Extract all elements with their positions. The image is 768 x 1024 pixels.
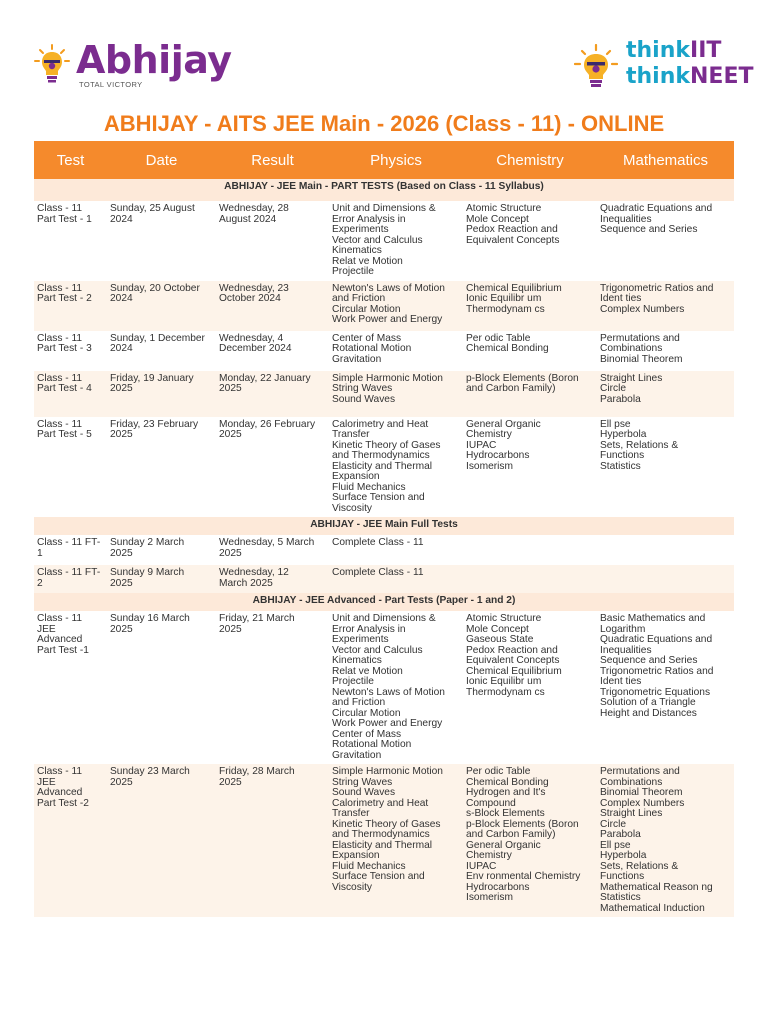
thinkiit-wordmark: thinkIIT — [626, 38, 722, 63]
cell-test: Class - 11 Part Test - 3 — [34, 331, 107, 371]
cell-test: Class - 11 Part Test - 1 — [34, 201, 107, 281]
table-row — [34, 535, 734, 565]
cell-mathematics: Straight Lines Circle Parabola — [597, 371, 734, 417]
cell-chemistry: p-Block Elements (Boron and Carbon Family) — [463, 371, 597, 417]
think-logo — [574, 38, 754, 96]
cell-date: Sunday 2 March 2025 — [107, 535, 216, 565]
table-row — [34, 331, 734, 371]
cell-result: Monday, 26 February 2025 — [216, 417, 329, 518]
cell-test: Class - 11 JEE Advanced Part Test -1 — [34, 611, 107, 764]
cell-mathematics: Quadratic Equations and Inequalities Sequence and Series — [597, 201, 734, 281]
table-row — [34, 417, 734, 518]
section-header-row — [34, 517, 734, 535]
cell-mathematics — [597, 565, 734, 593]
cell-test: Class - 11 Part Test - 4 — [34, 371, 107, 417]
table-row — [34, 565, 734, 593]
cell-physics: Complete Class - 11 — [329, 535, 463, 565]
cell-chemistry: Per odic Table Chemical Bonding — [463, 331, 597, 371]
thinkneet-wordmark: thinkNEET — [626, 64, 754, 89]
page-title: ABHIJAY - AITS JEE Main - 2026 (Class - 11) - ONLINE — [103, 111, 665, 136]
header-physics: Physics — [329, 141, 463, 179]
abhijay-wordmark: Abhijay — [76, 38, 232, 82]
cell-date: Sunday, 1 December 2024 — [107, 331, 216, 371]
schedule-table — [34, 141, 734, 917]
cell-chemistry — [463, 535, 597, 565]
cell-test: Class - 11 JEE Advanced Part Test -2 — [34, 764, 107, 917]
cell-physics: Center of Mass Rotational Motion Gravitation — [329, 331, 463, 371]
header-date: Date — [107, 141, 216, 179]
table-header-row — [34, 141, 734, 179]
cell-date: Sunday 23 March 2025 — [107, 764, 216, 917]
cell-date: Friday, 19 January 2025 — [107, 371, 216, 417]
cell-physics: Unit and Dimensions & Error Analysis in Experiments Vector and Calculus Kinematics Relat ve Motion Projectile Newton's Laws of Motion and Friction Circular Motion Work Power and Energy Center of Mass Rotational Motion Gravitation — [329, 611, 463, 764]
cell-mathematics: Permutations and Combinations Binomial Theorem Complex Numbers Straight Lines Circle Parabola Ell pse Hyperbola Sets, Relations & Functions Mathematical Reason ng Statistics Mathematical Induction — [597, 764, 734, 917]
cell-chemistry: Chemical Equilibrium Ionic Equilibr um Thermodynam cs — [463, 281, 597, 331]
section-title: ABHIJAY - JEE Main Full Tests — [34, 517, 734, 535]
cell-date: Sunday, 20 October 2024 — [107, 281, 216, 331]
table-row — [34, 371, 734, 417]
table-row — [34, 611, 734, 764]
cell-test: Class - 11 FT- 1 — [34, 535, 107, 565]
cell-physics: Newton's Laws of Motion and Friction Circular Motion Work Power and Energy — [329, 281, 463, 331]
section-title: ABHIJAY - JEE Main - PART TESTS (Based on Class - 11 Syllabus) — [34, 179, 734, 201]
cell-date: Sunday, 25 August 2024 — [107, 201, 216, 281]
cell-mathematics — [597, 535, 734, 565]
lightbulb-icon — [34, 44, 70, 84]
cell-test: Class - 11 Part Test - 2 — [34, 281, 107, 331]
section-title: ABHIJAY - JEE Advanced - Part Tests (Paper - 1 and 2) — [34, 593, 734, 611]
cell-chemistry: General Organic Chemistry IUPAC Hydrocarbons Isomerism — [463, 417, 597, 518]
cell-date: Sunday 9 March 2025 — [107, 565, 216, 593]
cell-result: Friday, 28 March 2025 — [216, 764, 329, 917]
header-result: Result — [216, 141, 329, 179]
cell-physics: Calorimetry and Heat Transfer Kinetic Theory of Gases and Thermodynamics Elasticity and Thermal Expansion Fluid Mechanics Surface Tension and Viscosity — [329, 417, 463, 518]
cell-mathematics: Ell pse Hyperbola Sets, Relations & Functions Statistics — [597, 417, 734, 518]
cell-chemistry: Per odic Table Chemical Bonding Hydrogen and It's Compound s-Block Elements p-Block Elements (Boron and Carbon Family) General Organic Chemistry IUPAC Env ronmental Chemistry Hydrocarbons Isomerism — [463, 764, 597, 917]
cell-physics: Unit and Dimensions & Error Analysis in Experiments Vector and Calculus Kinematics Relat ve Motion Projectile — [329, 201, 463, 281]
cell-result: Wednesday, 12 March 2025 — [216, 565, 329, 593]
cell-chemistry: Atomic Structure Mole Concept Pedox Reaction and Equivalent Concepts — [463, 201, 597, 281]
cell-test: Class - 11 Part Test - 5 — [34, 417, 107, 518]
table-row — [34, 201, 734, 281]
cell-result: Wednesday, 4 December 2024 — [216, 331, 329, 371]
table-body — [34, 179, 734, 917]
cell-result: Wednesday, 28 August 2024 — [216, 201, 329, 281]
cell-chemistry: Atomic Structure Mole Concept Gaseous State Pedox Reaction and Equivalent Concepts Chemical Equilibrium Ionic Equilibr um Thermodynam cs — [463, 611, 597, 764]
cell-physics: Simple Harmonic Motion String Waves Sound Waves Calorimetry and Heat Transfer Kinetic Theory of Gases and Thermodynamics Elasticity and Thermal Expansion Fluid Mechanics Surface Tension and Viscosity — [329, 764, 463, 917]
table-row — [34, 281, 734, 331]
header-mathematics: Mathematics — [597, 141, 734, 179]
cell-mathematics: Basic Mathematics and Logarithm Quadratic Equations and Inequalities Sequence and Series Trigonometric Ratios and Ident ties Trigonometric Equations Solution of a Triangle Height and Distances — [597, 611, 734, 764]
cell-mathematics: Permutations and Combinations Binomial Theorem — [597, 331, 734, 371]
cell-physics: Complete Class - 11 — [329, 565, 463, 593]
cell-chemistry — [463, 565, 597, 593]
abhijay-tagline: TOTAL VICTORY — [79, 80, 143, 89]
header-test: Test — [34, 141, 107, 179]
table-row — [34, 764, 734, 917]
section-header-row — [34, 179, 734, 201]
cell-result: Friday, 21 March 2025 — [216, 611, 329, 764]
cell-result: Wednesday, 5 March 2025 — [216, 535, 329, 565]
section-header-row — [34, 593, 734, 611]
cell-result: Wednesday, 23 October 2024 — [216, 281, 329, 331]
cell-result: Monday, 22 January 2025 — [216, 371, 329, 417]
cell-mathematics: Trigonometric Ratios and Ident ties Complex Numbers — [597, 281, 734, 331]
cell-date: Friday, 23 February 2025 — [107, 417, 216, 518]
cell-date: Sunday 16 March 2025 — [107, 611, 216, 764]
lightbulb-icon — [574, 44, 618, 90]
header-chemistry: Chemistry — [463, 141, 597, 179]
cell-physics: Simple Harmonic Motion String Waves Sound Waves — [329, 371, 463, 417]
cell-test: Class - 11 FT- 2 — [34, 565, 107, 593]
abhijay-logo — [34, 40, 234, 90]
